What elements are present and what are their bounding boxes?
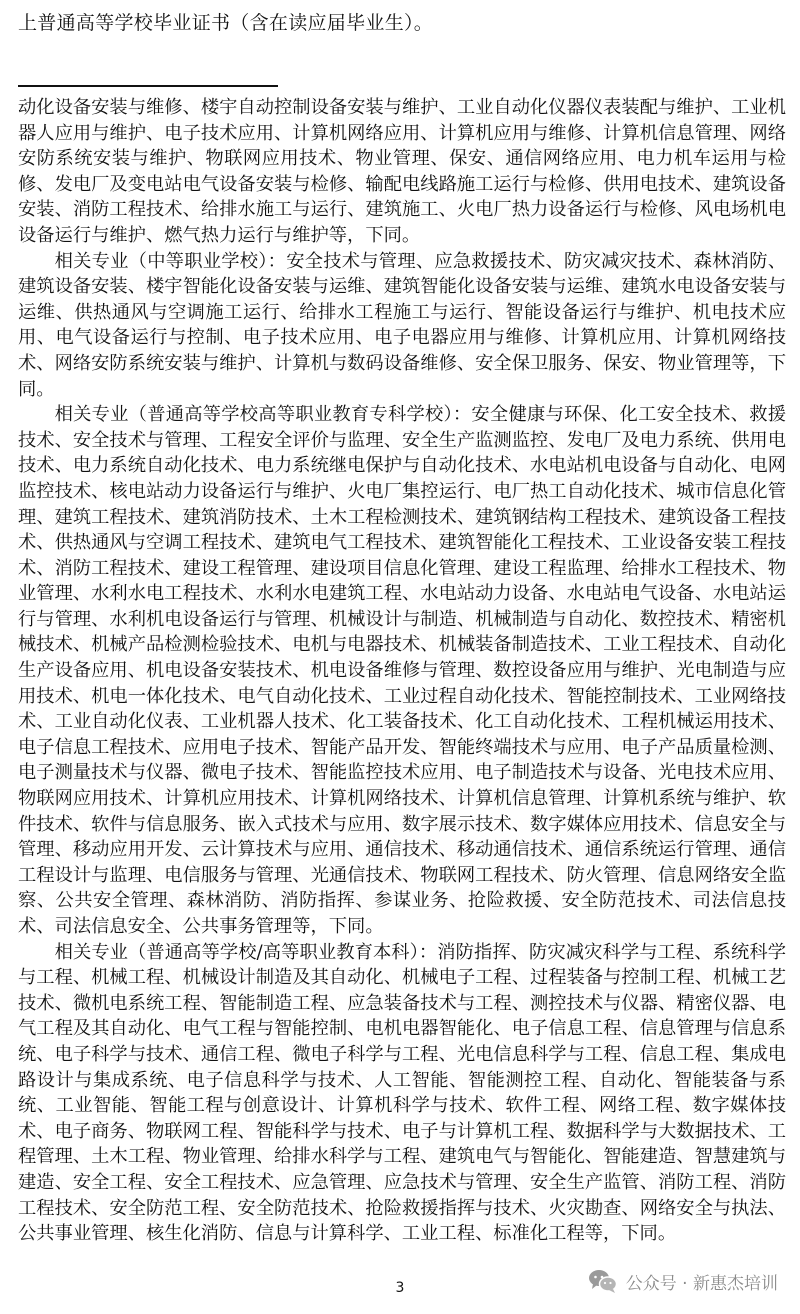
footnote-paragraph-higher-vocational: 相关专业（普通高等学校高等职业教育专科学校）：安全健康与环保、化工安全技术、救援技术、安全技术与管理、工程安全评价与监理、安全生产监测监控、发电厂及电力系统、供用电技术、电力系统自动化技术、电力系统继电保护与自动化技术、水电站机电设备与自动化、电网监控技术、核电站动力设备运行与维护、火电厂集控运行、电厂热工自动化技术、城市信息化管理、建筑工程技术、建筑消防技术、土木工程检测技术、建筑钢结构工程技术、建筑设备工程技术、供热通风与空调工程技术、建筑电气工程技术、建筑智能化工程技术、工业设备安装工程技术、消防工程技术、建设工程管理、建设项目信息化管理、建设工程监理、给排水工程技术、物业管理、水利水电工程技术、水利水电建筑工程、水电站动力设备、水电站电气设备、水电站运行与管理、水利机电设备运行与管理、机械设计与制造、机械制造与自动化、数控技术、精密机械技术、机械产品检测检验技术、电机与电器技术、机械装备制造技术、工业工程技术、自动化生产设备应用、机电设备安装技术、机电设备维修与管理、数控设备应用与维护、光电制造与应用技术、机电一体化技术、电气自动化技术、工业过程自动化技术、智能控制技术、工业网络技术、工业自动化仪表、工业机器人技术、化工装备技术、化工自动化技术、工程机械运用技术、电子信息工程技术、应用电子技术、智能产品开发、智能终端技术与应用、电子产品质量检测、电子测量技术与仪器、微电子技术、智能监控技术应用、电子制造技术与设备、光电技术应用、物联网应用技术、计算机应用技术、计算机网络技术、计算机信息管理、计算机系统与维护、软件技术、软件与信息服务、嵌入式技术与应用、数字展示技术、数字媒体应用技术、信息安全与管理、移动应用开发、云计算技术与应用、通信技术、移动通信技术、通信系统运行管理、通信工程设计与监理、电信服务与管理、光通信技术、物联网工程技术、防火管理、信息网络安全监察、公共安全管理、森林消防、消防指挥、参谋业务、抢险救援、安全防范技术、司法信息技术、司法信息安全、公共事务管理等，下同。 — [18, 404, 786, 937]
footnote-divider — [18, 85, 278, 87]
watermark-text: 公众号 · 新惠杰培训 — [625, 1273, 778, 1294]
footnote-body — [18, 95, 786, 1247]
footnote-paragraph-continued: 动化设备安装与维修、楼宇自动控制设备安装与维护、工业自动化仪器仪表装配与维护、工业机器人应用与维护、电子技术应用、计算机网络应用、计算机应用与维修、计算机信息管理、网络安防系统安装与维护、物联网应用技术、物业管理、保安、通信网络应用、电力机车运用与检修、发电厂及变电站电气设备安装与检修、输配电线路施工运行与检修、供用电技术、建筑设备安装、消防工程技术、给排水施工与运行、建筑施工、火电厂热力设备运行与检修、风电场机电设备运行与维护、燃气热力运行与维护等，下同。 — [18, 97, 786, 246]
continued-sentence: 上普通高等学校毕业证书（含在读应届毕业生）。 — [18, 12, 434, 34]
page-number: 3 — [395, 1280, 405, 1296]
wechat-icon — [588, 1268, 618, 1294]
footnote-paragraph-undergraduate: 相关专业（普通高等学校/高等职业教育本科）：消防指挥、防灾减灾科学与工程、系统科学与工程、机械工程、机械设计制造及其自动化、机械电子工程、过程装备与控制工程、机械工艺技术、微机电系统工程、智能制造工程、应急装备技术与工程、测控技术与仪器、精密仪器、电气工程及其自动化、电气工程与智能控制、电机电器智能化、电子信息工程、信息管理与信息系统、电子科学与技术、通信工程、微电子科学与工程、光电信息科学与工程、信息工程、集成电路设计与集成系统、电子信息科学与技术、人工智能、智能测控工程、自动化、智能装备与系统、工业智能、智能工程与创意设计、计算机科学与技术、软件工程、网络工程、数字媒体技术、电子商务、物联网工程、智能科学与技术、电子与计算机工程、数据科学与大数据技术、工程管理、土木工程、物业管理、给排水科学与工程、建筑电气与智能化、智能建造、智慧建筑与建造、安全工程、安全工程技术、应急管理、应急技术与管理、安全生产监管、消防工程、消防工程技术、安全防范工程、安全防范技术、抢险救援指挥与技术、火灾勘查、网络安全与执法、公共事业管理、核生化消防、信息与计算科学、工业工程、标准化工程等，下同。 — [18, 941, 786, 1245]
watermark — [588, 1268, 778, 1294]
footnote-paragraph-secondary-vocational: 相关专业（中等职业学校）：安全技术与管理、应急救援技术、防灾减灾技术、森林消防、建筑设备安装、楼宇智能化设备安装与运维、建筑智能化设备安装与运维、建筑水电设备安装与运维、供热通风与空调施工运行、给排水工程施工与运行、智能设备运行与维护、机电技术应用、电气设备运行与控制、电子技术应用、电子电器应用与维修、计算机应用、计算机网络技术、网络安防系统安装与维护、计算机与数码设备维修、安全保卫服务、保安、物业管理等，下同。 — [18, 250, 786, 400]
